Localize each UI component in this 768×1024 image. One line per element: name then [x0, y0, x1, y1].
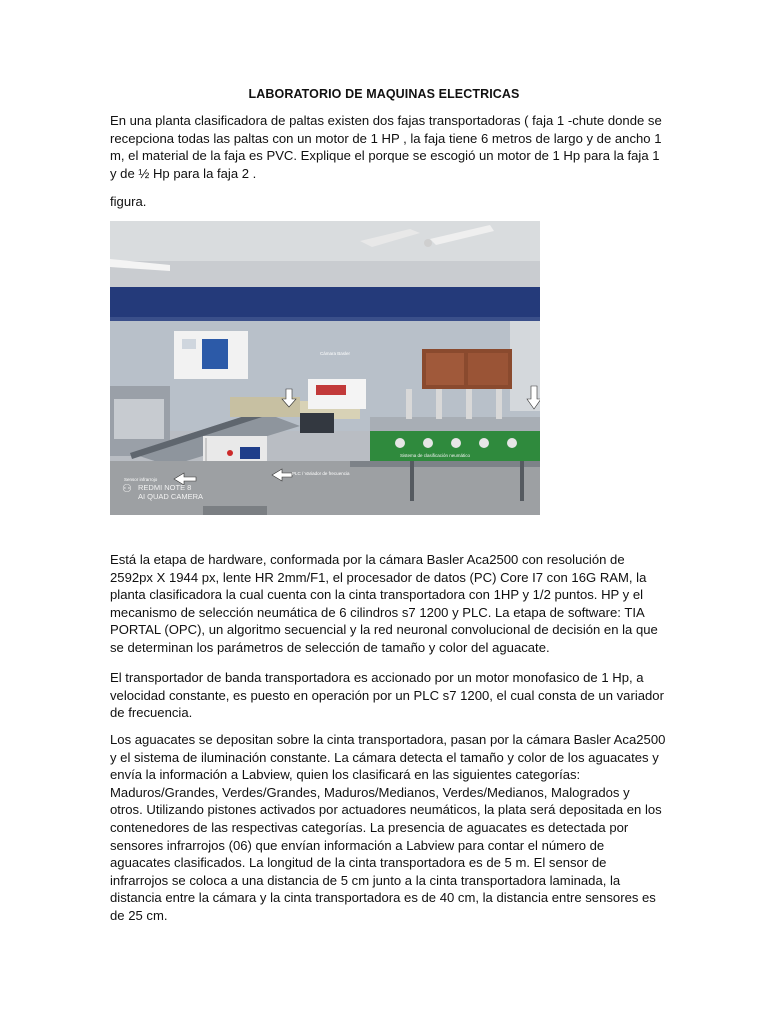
photo-label-panel: Sistema de clasificación neumático [400, 453, 471, 458]
hardware-paragraph: Está la etapa de hardware, conformada por la cámara Basler Aca2500 con resolución de 2592px X 1944 px, lente HR 2mm/F1, el procesador de datos (PC) Core I7 con 16G RAM, la planta clasificadora la cual cuenta con la cinta transportadora con 1HP y 1/2 puntos. HP y el mecanismo de selección neumática de 6 cilindros s7 1200 y PLC. La etapa de software: TIA PORTAL (OPC), un algoritmo secuencial y la red neuronal convolucional de decisión en la que se determinan los parámetros de selección de tamaño y color del aguacate. [110, 552, 658, 655]
watermark-line1: REDMI NOTE 8 [138, 483, 192, 492]
photo-label-camera: Cámara Basler [320, 351, 351, 356]
intro-paragraph: En una planta clasificadora de paltas existen dos fajas transportadoras ( faja 1 -chute donde se recepciona todas las paltas con un motor de 1 HP , la faja tiene 6 metros de largo y de ancho 1 m, el material de la faja es PVC. Explique el porque se escogió un motor de 1 Hp para la faja 1 y de ½ Hp para la faja 2 . [110, 113, 662, 181]
document-title: LABORATORIO DE MAQUINAS ELECTRICAS [248, 87, 520, 101]
photo-label-sensor: Sensor infrarrojo [124, 477, 158, 482]
conveyor-paragraph: El transportador de banda transportadora es accionado por un motor monofasico de 1 Hp, a velocidad constante, es puesto en operación por un PLC s7 1200, el cual consta de un variador de frecuencia. [110, 670, 664, 721]
lab-photo [110, 221, 540, 515]
camera-lens-icon: ⚇ [122, 483, 132, 495]
process-paragraph: Los aguacates se depositan sobre la cinta transportadora, pasan por la cámara Basler Aca2500 y el sistema de iluminación constante. La cámara detecta el tamaño y color de los aguacates y envía la información a Labview, quien los clasificará en las siguientes categorías: Maduros/Grandes, Verdes/Grandes, Maduros/Medianos, Verdes/Medianos, Malogrados y otros. Utilizando pistones activados por actuadores neumáticos, la plata será depositada en los contenedores de las respectivas categorías. La presencia de aguacates es detectada por sensores infrarrojos (06) que envían información a Labview para contar el número de aguacates clasificados. La longitud de la cinta transportadora es de 5 m. El sensor de infrarrojos se coloca a una distancia de 5 cm junto a la cinta transportadora laminada, la distancia entre la cámara y la cinta transportadora es de 40 cm, la distancia entre sensores es de 25 cm. [110, 732, 666, 923]
figure-label: figura. [110, 194, 147, 209]
photo-label-plc: PLC / Variador de frecuencia [292, 471, 350, 476]
camera-watermark [124, 483, 203, 501]
watermark-line2: AI QUAD CAMERA [138, 492, 204, 501]
